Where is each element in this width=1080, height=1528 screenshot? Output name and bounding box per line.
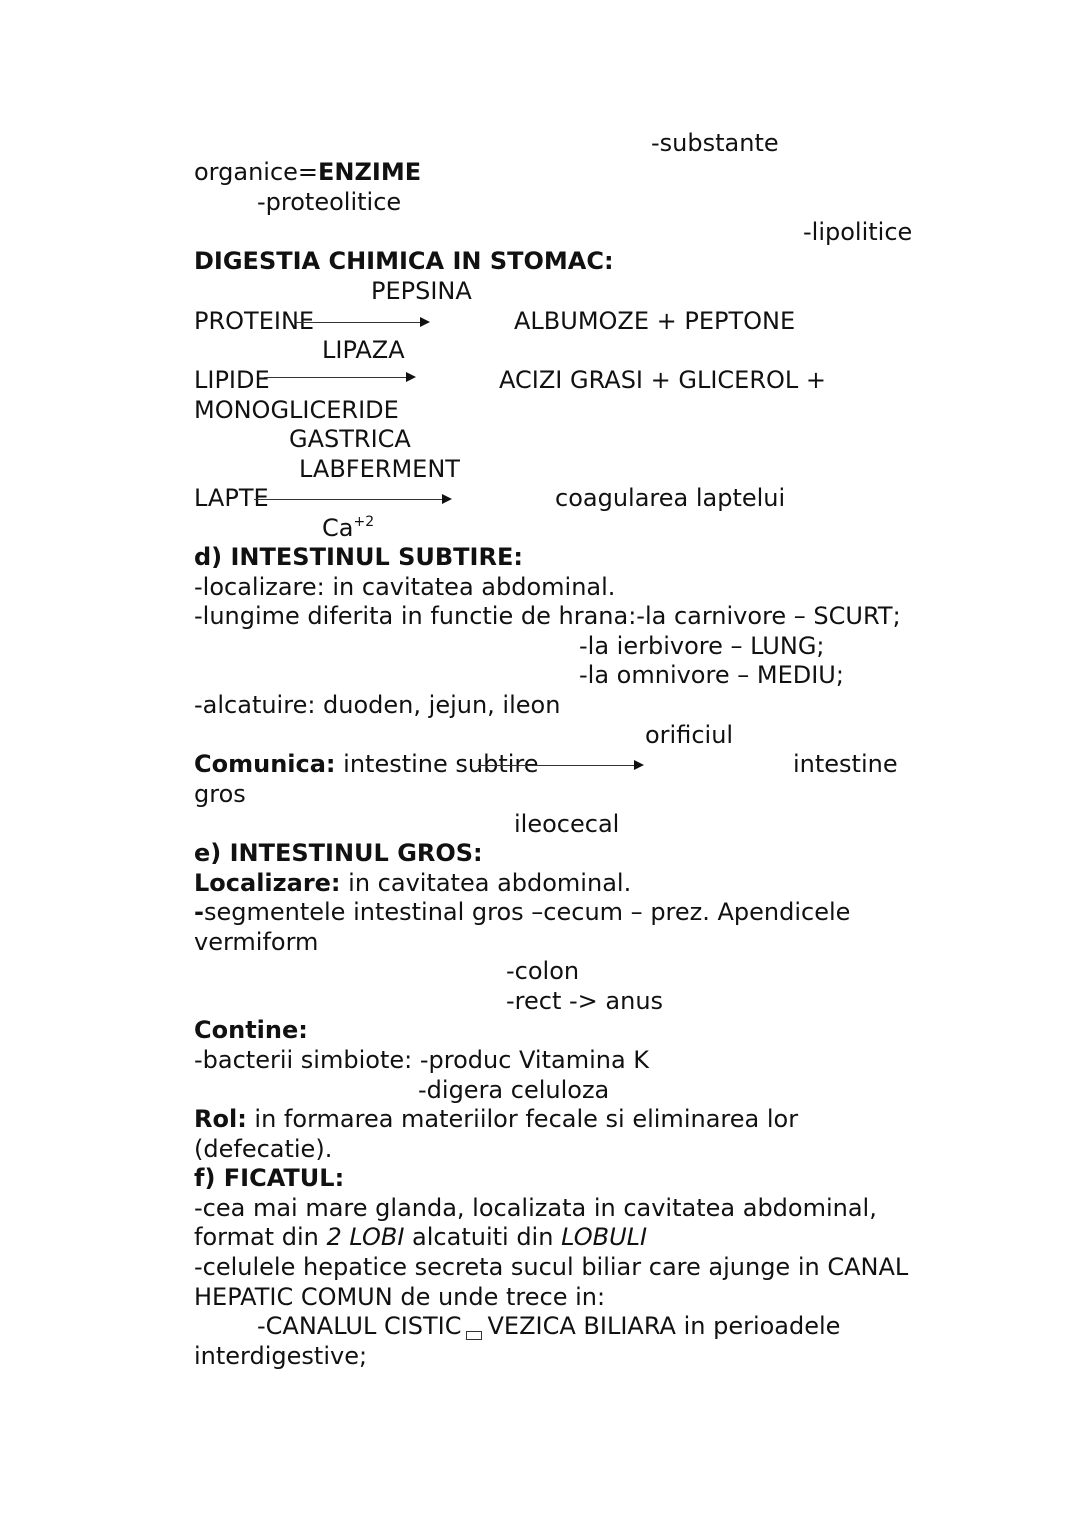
vezica-biliara: VEZICA BILIARA in perioadele (487, 1312, 841, 1340)
rect-text: -rect -> anus (506, 987, 664, 1015)
gastrica-label: GASTRICA (289, 425, 411, 453)
large-intestine-heading: e) INTESTINUL GROS: (194, 839, 483, 867)
labferment-label: LABFERMENT (299, 455, 460, 483)
li-segmente-dash: - (194, 898, 204, 926)
proteine-label: PROTEINE (194, 307, 315, 335)
intestine-target: intestine (793, 750, 898, 778)
ileocecal-label: ileocecal (514, 810, 620, 838)
substante-text: -substante (651, 129, 779, 157)
liver-line-1: -cea mai mare glanda, localizata in cavitatea abdominal, (194, 1194, 877, 1222)
lapte-arrow-icon (254, 499, 450, 500)
li-localizare-line (194, 868, 631, 898)
proteine-result: ALBUMOZE + PEPTONE (514, 307, 796, 335)
pepsina-label: PEPSINA (371, 277, 472, 305)
lipide-result: ACIZI GRASI + GLICEROL + (499, 366, 827, 394)
liver-line-4: HEPATIC COMUN de unde trece in: (194, 1283, 606, 1311)
calcium-charge: +2 (353, 514, 375, 530)
li-localizare-label: Localizare: (194, 869, 341, 897)
comunica-arrow-icon (478, 765, 642, 766)
missing-arrow-glyph-icon (466, 1331, 482, 1340)
defecatie-text: (defecatie). (194, 1135, 333, 1163)
canalul-cistic: -CANALUL CISTIC (257, 1312, 462, 1340)
si-lungime: -lungime diferita in functie de hrana:-la carnivore – SCURT; (194, 602, 901, 630)
si-localizare: -localizare: in cavitatea abdominal. (194, 573, 616, 601)
organice-text: organice= (194, 158, 319, 186)
small-intestine-heading: d) INTESTINUL SUBTIRE: (194, 543, 523, 571)
liver-heading: f) FICATUL: (194, 1164, 345, 1192)
calcium-label (322, 513, 374, 543)
colon-text: -colon (506, 957, 580, 985)
liver-line-5 (257, 1311, 840, 1341)
liver-line-3: -celulele hepatice secreta sucul biliar care ajunge in CANAL (194, 1253, 909, 1281)
monogliceride-text: MONOGLICERIDE (194, 396, 399, 424)
si-ierbivore: -la ierbivore – LUNG; (579, 632, 825, 660)
digera-text: -digera celuloza (418, 1076, 610, 1104)
li-localizare-text: in cavitatea abdominal. (340, 869, 632, 897)
bacterii-text: -bacterii simbiote: -produc Vitamina K (194, 1046, 650, 1074)
comunica-label: Comunica: (194, 750, 336, 778)
lipide-arrow-icon (264, 377, 414, 378)
lapte-result: coagularea laptelui (555, 484, 786, 512)
contine-heading: Contine: (194, 1016, 308, 1044)
gros-text: gros (194, 780, 246, 808)
lipolitice-text: -lipolitice (803, 218, 913, 246)
lobi-italic: 2 LOBI (326, 1223, 405, 1251)
organice-line (194, 157, 421, 187)
enzime-bold: ENZIME (318, 158, 422, 186)
lobuli-italic: LOBULI (561, 1223, 648, 1251)
comunica-text: intestine subtire (335, 750, 539, 778)
rol-text: in formarea materiilor fecale si eliminarea lor (246, 1105, 799, 1133)
stomach-heading: DIGESTIA CHIMICA IN STOMAC: (194, 247, 614, 275)
li-segmente-line (194, 897, 850, 927)
rol-label: Rol: (194, 1105, 247, 1133)
li-segmente-text: segmentele intestinal gros –cecum – prez. Apendicele (203, 898, 851, 926)
liver-line-2c: alcatuiti din (404, 1223, 562, 1251)
rol-line (194, 1104, 798, 1134)
lipaza-label: LIPAZA (322, 336, 405, 364)
orificiul-label: orificiul (645, 721, 734, 749)
liver-line-2 (194, 1222, 647, 1252)
si-alcatuire: -alcatuire: duoden, jejun, ileon (194, 691, 561, 719)
calcium-symbol: Ca (322, 514, 354, 542)
proteolitice-text: -proteolitice (257, 188, 402, 216)
liver-line-2a: format din (194, 1223, 327, 1251)
vermiform-text: vermiform (194, 928, 319, 956)
liver-line-6: interdigestive; (194, 1342, 368, 1370)
lapte-label: LAPTE (194, 484, 269, 512)
comunica-line (194, 749, 539, 779)
proteine-arrow-icon (296, 322, 428, 323)
si-omnivore: -la omnivore – MEDIU; (579, 661, 844, 689)
lipide-label: LIPIDE (194, 366, 270, 394)
